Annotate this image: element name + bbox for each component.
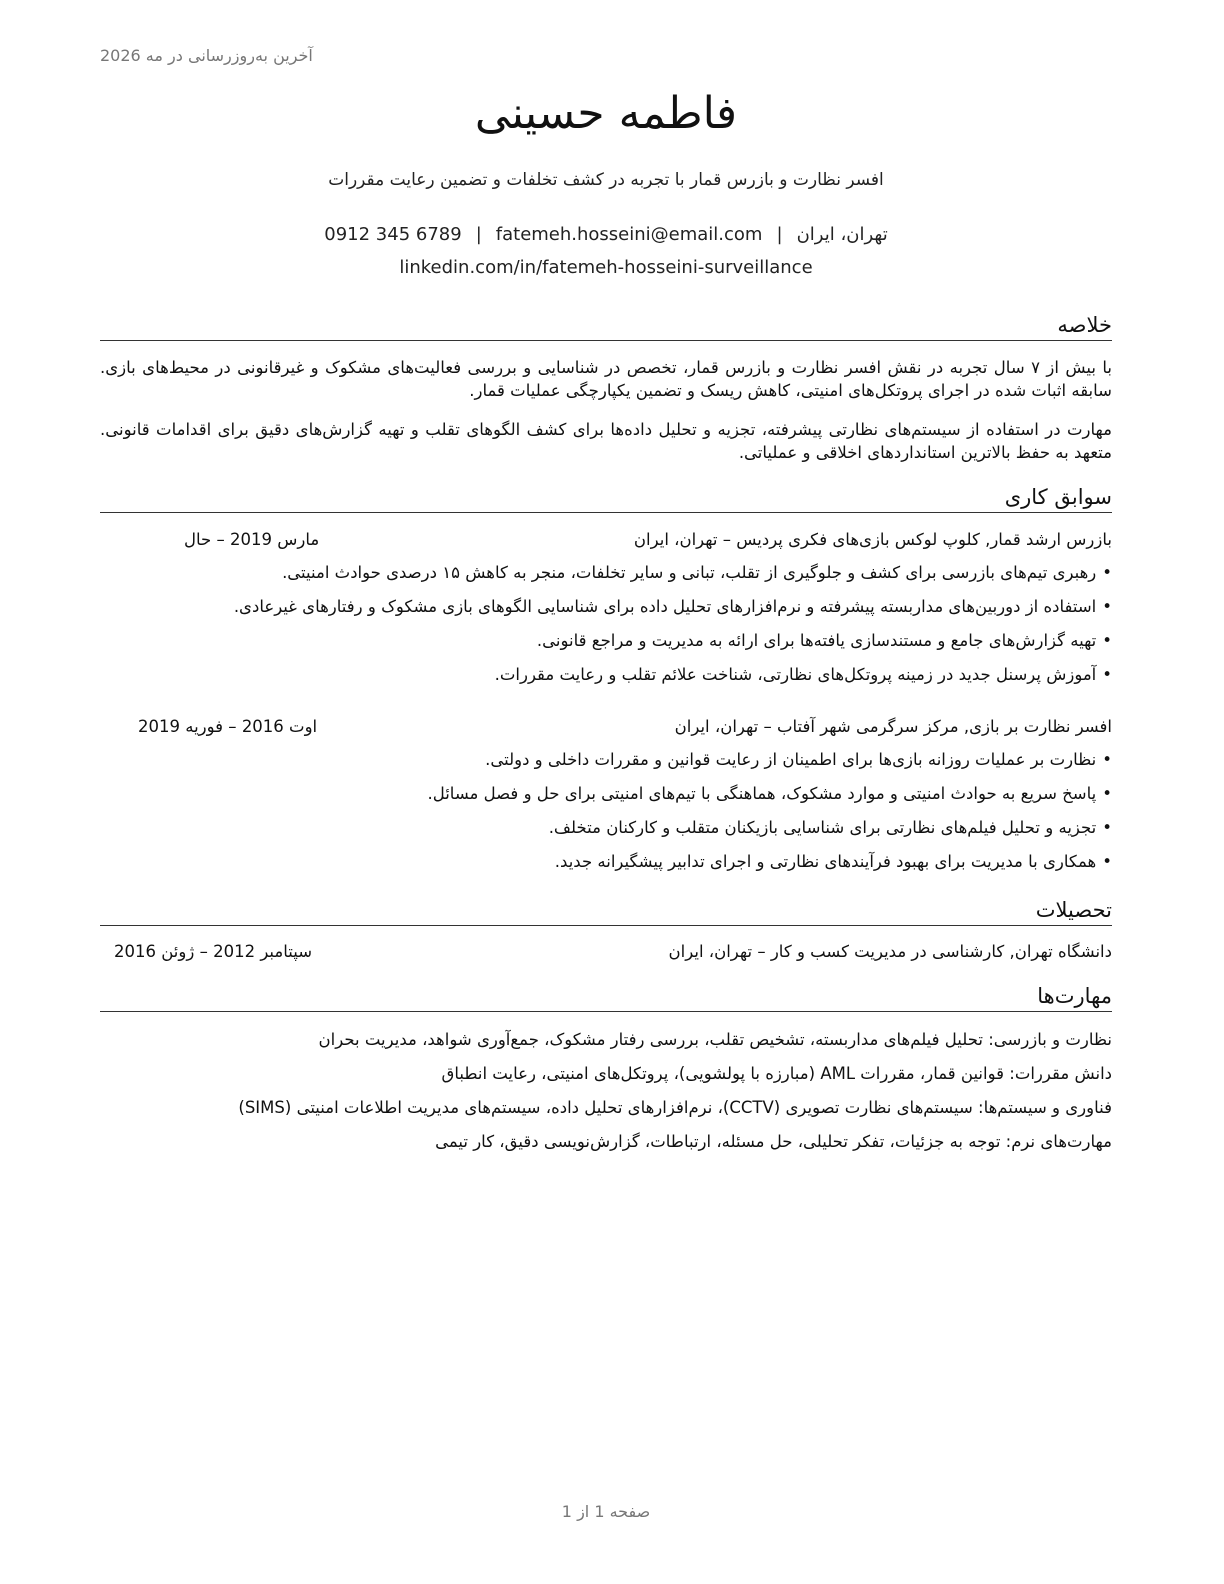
bullet-text: تهیه گزارش‌های جامع و مستندسازی یافته‌ها برای ارائه به مدیریت و مراجع قانونی. <box>536 631 1097 650</box>
job-title: بازرس ارشد قمار, کلوپ لوکس بازی‌های فکری پردیس – تهران، ایران <box>633 530 1112 549</box>
skill-line: فناوری و سیستم‌ها: سیستم‌های نظارت تصویری (CCTV)، نرم‌افزارهای تحلیل داده، سیستم‌های مدیریت اطلاعات امنیتی (SIMS) <box>238 1098 1112 1117</box>
section-title-skills: مهارت‌ها <box>100 983 1112 1012</box>
bullet-item <box>100 663 1112 697</box>
bullet-item <box>100 850 1112 884</box>
phone-number[interactable]: 0912 345 6789 <box>324 224 462 245</box>
bullet-text: پاسخ سریع به حوادث امنیتی و موارد مشکوک، هماهنگی با تیم‌های امنیتی برای حل و فصل مسائل. <box>427 784 1097 803</box>
contact-line <box>0 224 1212 245</box>
job-dates: مارس 2019 – حال <box>184 530 320 549</box>
job-bullets <box>100 561 1112 697</box>
job-title: افسر نظارت بر بازی, مرکز سرگرمی شهر آفتاب – تهران، ایران <box>674 717 1112 736</box>
skill-line: مهارت‌های نرم: توجه به جزئیات، تفکر تحلیلی، حل مسئله، ارتباطات، گزارش‌نویسی دقیق، کار تیمی <box>435 1132 1112 1151</box>
candidate-name: فاطمه حسینی <box>474 88 738 139</box>
bullet-item <box>100 629 1112 663</box>
bullet-icon: • <box>1102 597 1112 616</box>
bullet-icon: • <box>1102 665 1112 684</box>
summary-paragraph: مهارت در استفاده از سیستم‌های نظارتی پیشرفته، تجزیه و تحلیل داده‌ها برای کشف الگوهای تقلب و تهیه گزارش‌های دقیق برای اقدامات قانونی. متعهد به حفظ بالاترین استانداردهای اخلاقی و عملیاتی. <box>100 420 1112 462</box>
section-title-summary: خلاصه <box>100 312 1112 341</box>
bullet-text: رهبری تیم‌های بازرسی برای کشف و جلوگیری از تقلب، تبانی و سایر تخلفات، منجر به کاهش ۱۵ درصدی حوادث امنیتی. <box>282 563 1097 582</box>
page-number: صفحه 1 از 1 <box>561 1502 651 1521</box>
summary-paragraph: با بیش از ۷ سال تجربه در نقش افسر نظارت و بازرس قمار، تخصص در شناسایی و بررسی فعالیت‌های مشکوک و غیرقانونی در محیط‌های بازی. سابقه اثبات شده در اجرای پروتکل‌های امنیتی، کاهش ریسک و تضمین یکپارچگی عملیات قمار. <box>100 358 1113 400</box>
bullet-text: آموزش پرسنل جدید در زمینه پروتکل‌های نظارتی، شناخت علائم تقلب و رعایت مقررات. <box>494 665 1097 684</box>
bullet-item <box>100 748 1112 782</box>
skill-line: دانش مقررات: قوانین قمار، مقررات AML (مبارزه با پولشویی)، پروتکل‌های امنیتی، رعایت انطباق <box>441 1064 1112 1083</box>
section-title-experience: سوابق کاری <box>100 484 1112 513</box>
bullet-icon: • <box>1102 818 1112 837</box>
bullet-icon: • <box>1102 784 1112 803</box>
bullet-icon: • <box>1102 750 1112 769</box>
bullet-icon: • <box>1102 563 1112 582</box>
bullet-text: تجزیه و تحلیل فیلم‌های نظارتی برای شناسایی بازیکنان متقلب و کارکنان متخلف. <box>548 818 1097 837</box>
education-header <box>100 942 1112 966</box>
section-title-education: تحصیلات <box>100 897 1112 926</box>
bullet-icon: • <box>1102 852 1112 871</box>
linkedin-link[interactable]: linkedin.com/in/fatemeh-hosseini-surveillance <box>399 257 813 278</box>
bullet-text: استفاده از دوربین‌های مداربسته پیشرفته و نرم‌افزارهای تحلیل داده برای شناسایی الگوهای بازی مشکوک و رفتارهای غیرعادی. <box>233 597 1097 616</box>
bullet-text: نظارت بر عملیات روزانه بازی‌ها برای اطمینان از رعایت قوانین و مقررات داخلی و دولتی. <box>485 750 1097 769</box>
bullet-item <box>100 782 1112 816</box>
job-header <box>100 717 1112 741</box>
education-degree: دانشگاه تهران, کارشناسی در مدیریت کسب و کار – تهران، ایران <box>668 942 1112 961</box>
email-address[interactable]: fatemeh.hosseini@email.com <box>495 224 763 245</box>
job-bullets <box>100 748 1112 884</box>
bullet-item <box>100 595 1112 629</box>
location: تهران، ایران <box>796 224 888 245</box>
bullet-text: همکاری با مدیریت برای بهبود فرآیندهای نظارتی و اجرای تدابیر پیشگیرانه جدید. <box>554 852 1097 871</box>
candidate-tagline: افسر نظارت و بازرس قمار با تجربه در کشف تخلفات و تضمین رعایت مقررات <box>328 170 884 190</box>
bullet-item <box>100 561 1112 595</box>
last-updated-note: آخرین به‌روزرسانی در مه 2026 <box>100 46 313 65</box>
contact-separator: | <box>475 224 482 245</box>
contact-separator: | <box>776 224 783 245</box>
job-dates: اوت 2016 – فوریه 2019 <box>138 717 318 736</box>
skills-list <box>100 1028 1112 1164</box>
skill-line: نظارت و بازرسی: تحلیل فیلم‌های مداربسته، تشخیص تقلب، بررسی رفتار مشکوک، جمع‌آوری شواهد، مدیریت بحران <box>318 1030 1112 1049</box>
education-dates: سپتامبر 2012 – ژوئن 2016 <box>114 942 313 961</box>
job-header <box>100 530 1112 554</box>
bullet-icon: • <box>1102 631 1112 650</box>
bullet-item <box>100 816 1112 850</box>
